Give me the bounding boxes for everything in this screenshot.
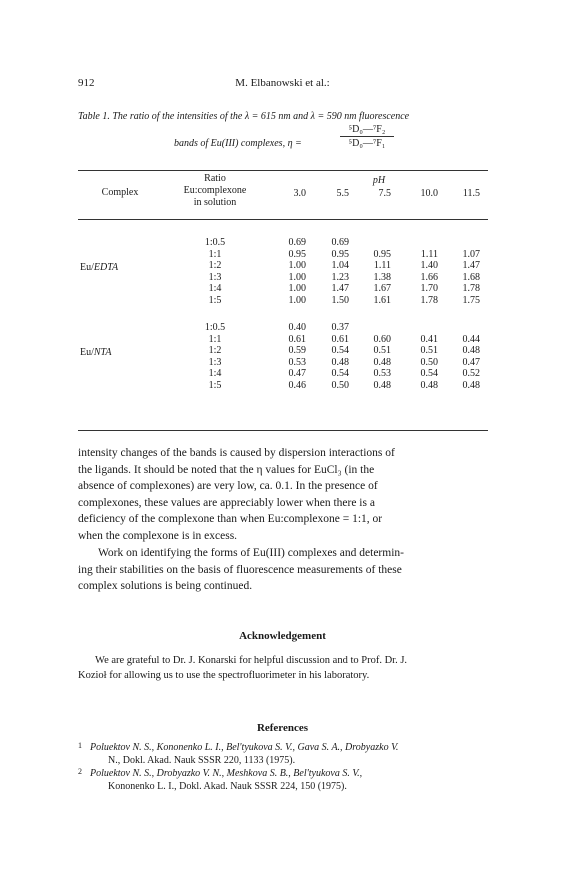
table-cell: 0.60 <box>373 333 391 345</box>
table-cell: 1.67 <box>373 283 391 295</box>
table-cell: 0.95 <box>331 248 349 260</box>
table-cell: 1.38 <box>373 271 391 283</box>
complex-label: Eu/EDTA <box>80 262 119 274</box>
reference-1-line-2: N., Dokl. Akad. Nauk SSSR 220, 1133 (1975). <box>108 755 296 766</box>
header-ph-value: 5.5 <box>336 188 349 199</box>
header-ratio-line-2: Eu:complexone <box>183 185 247 196</box>
table-cell: 0.48 <box>462 380 480 391</box>
table-cell: 1.47 <box>462 260 480 272</box>
table-cell: 1.00 <box>288 283 306 295</box>
ratio-cell: 1:1 <box>208 333 222 345</box>
table-cell: 0.40 <box>288 322 306 333</box>
table-cell: 0.44 <box>462 333 480 345</box>
ratio-cell: 1:0.5 <box>204 237 226 248</box>
reference-2-line-1: Poluektov N. S., Drobyazko V. N., Meshkova S. B., Bel'tyukova S. V., <box>90 768 363 779</box>
table-cell: 1.07 <box>462 248 480 260</box>
table-cell: 0.48 <box>373 356 391 368</box>
reference-1-number: 1 <box>78 741 82 750</box>
reference-1-line-1: Poluektov N. S., Kononenko L. I., Bel'tyukova S. V., Gava S. A., Drobyazko V. <box>90 742 399 753</box>
table-cell: 0.37 <box>331 322 349 333</box>
table-cell: 1.00 <box>288 295 306 306</box>
table-cell: 1.61 <box>373 295 391 306</box>
paragraph-line: deficiency of the complexone than when Eu:complexone = 1:1, or <box>78 513 383 526</box>
ratio-cell: 1:2 <box>208 260 222 272</box>
table-caption-line-2: bands of Eu(III) complexes, η = <box>174 138 302 149</box>
table-cell: 0.95 <box>373 248 391 260</box>
table-cell: 1.66 <box>420 271 438 283</box>
acknowledgement-title: Acknowledgement <box>239 630 326 642</box>
ratio-cell: 1:5 <box>208 380 222 391</box>
table-cell: 0.50 <box>420 356 438 368</box>
paragraph-line: complex solutions is being continued. <box>78 580 253 593</box>
paragraph-line: complexones, these values are appreciably lower when there is a <box>78 496 375 509</box>
reference-2-line-2: Kononenko L. I., Dokl. Akad. Nauk SSSR 224, 150 (1975). <box>108 781 347 792</box>
header-ratio-line-1: Ratio <box>204 173 226 184</box>
running-head: M. Elbanowski et al.: <box>235 77 330 89</box>
table-cell: 0.46 <box>288 380 306 391</box>
body-paragraph-2 <box>78 545 488 595</box>
table-cell: 1.78 <box>420 295 438 306</box>
table-cell: 0.53 <box>288 356 306 368</box>
header-ratio-line-3: in solution <box>193 197 237 208</box>
table-cell: 0.51 <box>420 345 438 357</box>
acknowledgement-line-1: We are grateful to Dr. J. Konarski for helpful discussion and to Prof. Dr. J. <box>95 655 408 666</box>
header-ph-value: 11.5 <box>462 188 480 199</box>
ratio-cell: 1:3 <box>208 356 222 368</box>
table-cell: 0.69 <box>331 237 349 248</box>
references-title: References <box>256 722 309 734</box>
table-cell: 0.95 <box>288 248 306 260</box>
header-ph-value: 10.0 <box>420 188 438 199</box>
table-cell: 0.47 <box>462 356 480 368</box>
header-ph: pH <box>372 175 386 186</box>
table-cell: 1.23 <box>331 271 349 283</box>
table-cell: 1.04 <box>331 260 349 272</box>
header-ph-value: 3.0 <box>293 188 306 199</box>
table-cell: 1.75 <box>462 295 480 306</box>
page-number: 912 <box>78 77 95 89</box>
fraction-denominator: ⁵D₀—⁷F₁ <box>348 138 386 149</box>
table-cell: 0.59 <box>288 345 306 357</box>
table-header-rule <box>78 219 488 220</box>
table-cell: 0.41 <box>420 333 438 345</box>
table-cell: 1.11 <box>420 248 438 260</box>
table-cell: 0.61 <box>288 333 306 345</box>
table-cell: 0.54 <box>420 368 438 380</box>
ratio-cell: 1:1 <box>208 248 222 260</box>
table-cell: 0.61 <box>331 333 349 345</box>
paragraph-line: when the complexone is in excess. <box>78 529 238 542</box>
body-paragraph-1 <box>78 445 488 545</box>
paragraph-line: the ligands. It should be noted that the η values for EuCl₃ (in the <box>78 463 375 476</box>
table-bottom-rule <box>78 430 488 431</box>
table-cell: 0.48 <box>331 356 349 368</box>
reference-2-number: 2 <box>78 767 82 776</box>
fraction-numerator: ⁵D₀—⁷F₂ <box>340 124 394 137</box>
header-ph-value: 7.5 <box>378 188 391 199</box>
table-cell: 0.53 <box>373 368 391 380</box>
paragraph-line: intensity changes of the bands is caused by dispersion interactions of <box>78 447 395 459</box>
ratio-cell: 1:4 <box>208 368 222 380</box>
table-cell: 1.50 <box>331 295 349 306</box>
table-cell: 0.54 <box>331 368 349 380</box>
table-cell: 0.52 <box>462 368 480 380</box>
ratio-cell: 1:0.5 <box>204 322 226 333</box>
table-cell: 1.00 <box>288 271 306 283</box>
table-cell: 0.47 <box>288 368 306 380</box>
table-cell: 1.68 <box>462 271 480 283</box>
complex-label: Eu/NTA <box>80 347 112 359</box>
header-complex: Complex <box>101 187 139 198</box>
acknowledgement-line-2: Kozioł for allowing us to use the spectrofluorimeter in his laboratory. <box>78 670 370 681</box>
table-cell: 1.11 <box>373 260 391 272</box>
table-cell: 0.69 <box>288 237 306 248</box>
table-cell: 0.50 <box>331 380 349 391</box>
table-cell: 1.00 <box>288 260 306 272</box>
table-cell: 1.70 <box>420 283 438 295</box>
table-cell: 0.54 <box>331 345 349 357</box>
paragraph-line: ing their stabilities on the basis of fluorescence measurements of these <box>78 563 402 576</box>
table-cell: 0.48 <box>420 380 438 391</box>
table-cell: 0.48 <box>462 345 480 357</box>
eta-fraction <box>340 124 394 149</box>
header-ratio <box>170 173 260 209</box>
table-top-rule <box>78 170 488 171</box>
table-cell: 0.48 <box>373 380 391 391</box>
table-cell: 1.78 <box>462 283 480 295</box>
table-cell: 0.51 <box>373 345 391 357</box>
paragraph-line: Work on identifying the forms of Eu(III) complexes and determin- <box>98 547 404 559</box>
paragraph-line: absence of complexones) are very low, ca. 0.1. In the presence of <box>78 480 378 493</box>
ratio-cell: 1:4 <box>208 283 222 295</box>
ratio-cell: 1:5 <box>208 295 222 306</box>
table-caption-line-1: Table 1. The ratio of the intensities of the λ = 615 nm and λ = 590 nm fluorescence <box>78 111 410 122</box>
table-cell: 1.40 <box>420 260 438 272</box>
table-cell: 1.47 <box>331 283 349 295</box>
ratio-cell: 1:2 <box>208 345 222 357</box>
ratio-cell: 1:3 <box>208 271 222 283</box>
